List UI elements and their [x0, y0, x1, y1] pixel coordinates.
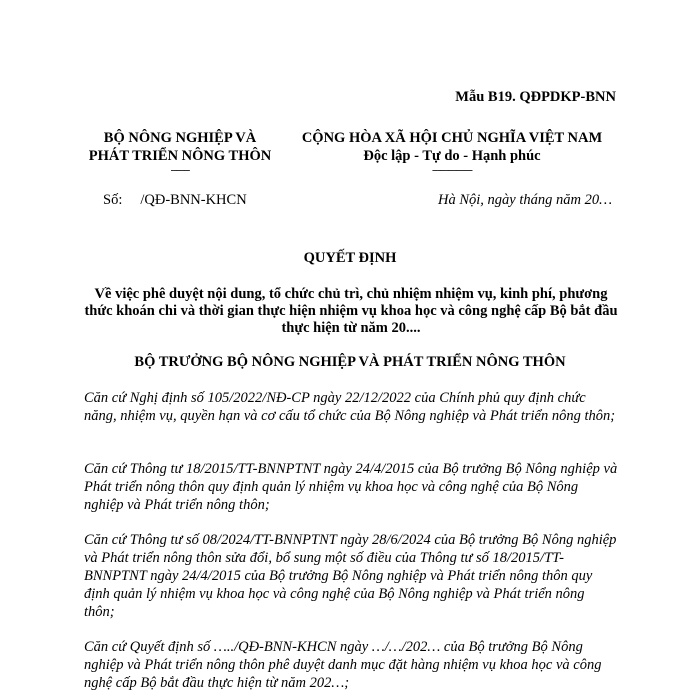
- ministry-name-line2: PHÁT TRIỂN NÔNG THÔN: [88, 148, 272, 164]
- national-divider: ---------------: [432, 164, 472, 176]
- ministry-divider: -------: [170, 164, 190, 176]
- document-number-value: /QĐ-BNN-KHCN: [140, 192, 247, 208]
- ministry-name-line1: BỘ NÔNG NGHIỆP VÀ: [103, 130, 257, 146]
- form-code: Mẫu B19. QĐPDKP-BNN: [455, 89, 616, 105]
- legal-basis-item: Căn cứ Thông tư 18/2015/TT-BNNPTNT ngày 24/4/2015 của Bộ trưởng Bộ Nông nghiệp và Phát triển nông thôn quy định quản lý nhiệm vụ khoa học và công nghệ của Bộ Nông nghiệp và Phát triển nông thôn;: [84, 461, 618, 513]
- document-title: QUYẾT ĐỊNH: [303, 250, 397, 266]
- document-number-label: Số:: [103, 192, 123, 208]
- national-motto: Độc lập - Tự do - Hạnh phúc: [363, 148, 541, 164]
- ministry-header: [80, 129, 280, 175]
- document-subject: Về việc phê duyệt nội dung, tổ chức chủ trì, chủ nhiệm nhiệm vụ, kinh phí, phương thức khoán chi và thời gian thực hiện nhiệm vụ khoa học và công nghệ cấp Bộ bắt đầu thực hiện từ năm 20....: [84, 286, 618, 336]
- place-date: Hà Nội, ngày tháng năm 20…: [438, 192, 612, 208]
- document-number: [103, 192, 247, 209]
- national-title: CỘNG HÒA XÃ HỘI CHỦ NGHĨA VIỆT NAM: [301, 130, 603, 146]
- legal-basis-item: Căn cứ Nghị định số 105/2022/NĐ-CP ngày 22/12/2022 của Chính phủ quy định chức năng, nhiệm vụ, quyền hạn và cơ cấu tổ chức của Bộ Nông nghiệp và Phát triển nông thôn;: [84, 390, 616, 424]
- legal-basis-item: Căn cứ Thông tư số 08/2024/TT-BNNPTNT ngày 28/6/2024 của Bộ trưởng Bộ Nông nghiệp và Phát triển nông thôn sửa đổi, bổ sung một số điều của Thông tư số 18/2015/TT-BNNPTNT ngày 24/4/2015 của Bộ trưởng Bộ Nông nghiệp và Phát triển nông thôn quy định quản lý nhiệm vụ khoa học và công nghệ của Bộ Nông nghiệp và Phát triển nông thôn;: [84, 532, 617, 620]
- legal-basis-item: Căn cứ Quyết định số …../QĐ-BNN-KHCN ngày …/…/202… của Bộ trưởng Bộ Nông nghiệp và Phát triển nông thôn phê duyệt danh mục đặt hàng nhiệm vụ khoa học và công nghệ cấp Bộ bắt đầu thực hiện từ năm 202…;: [84, 639, 602, 691]
- issuing-authority: BỘ TRƯỞNG BỘ NÔNG NGHIỆP VÀ PHÁT TRIỂN NÔNG THÔN: [134, 354, 566, 370]
- national-header: [282, 129, 622, 175]
